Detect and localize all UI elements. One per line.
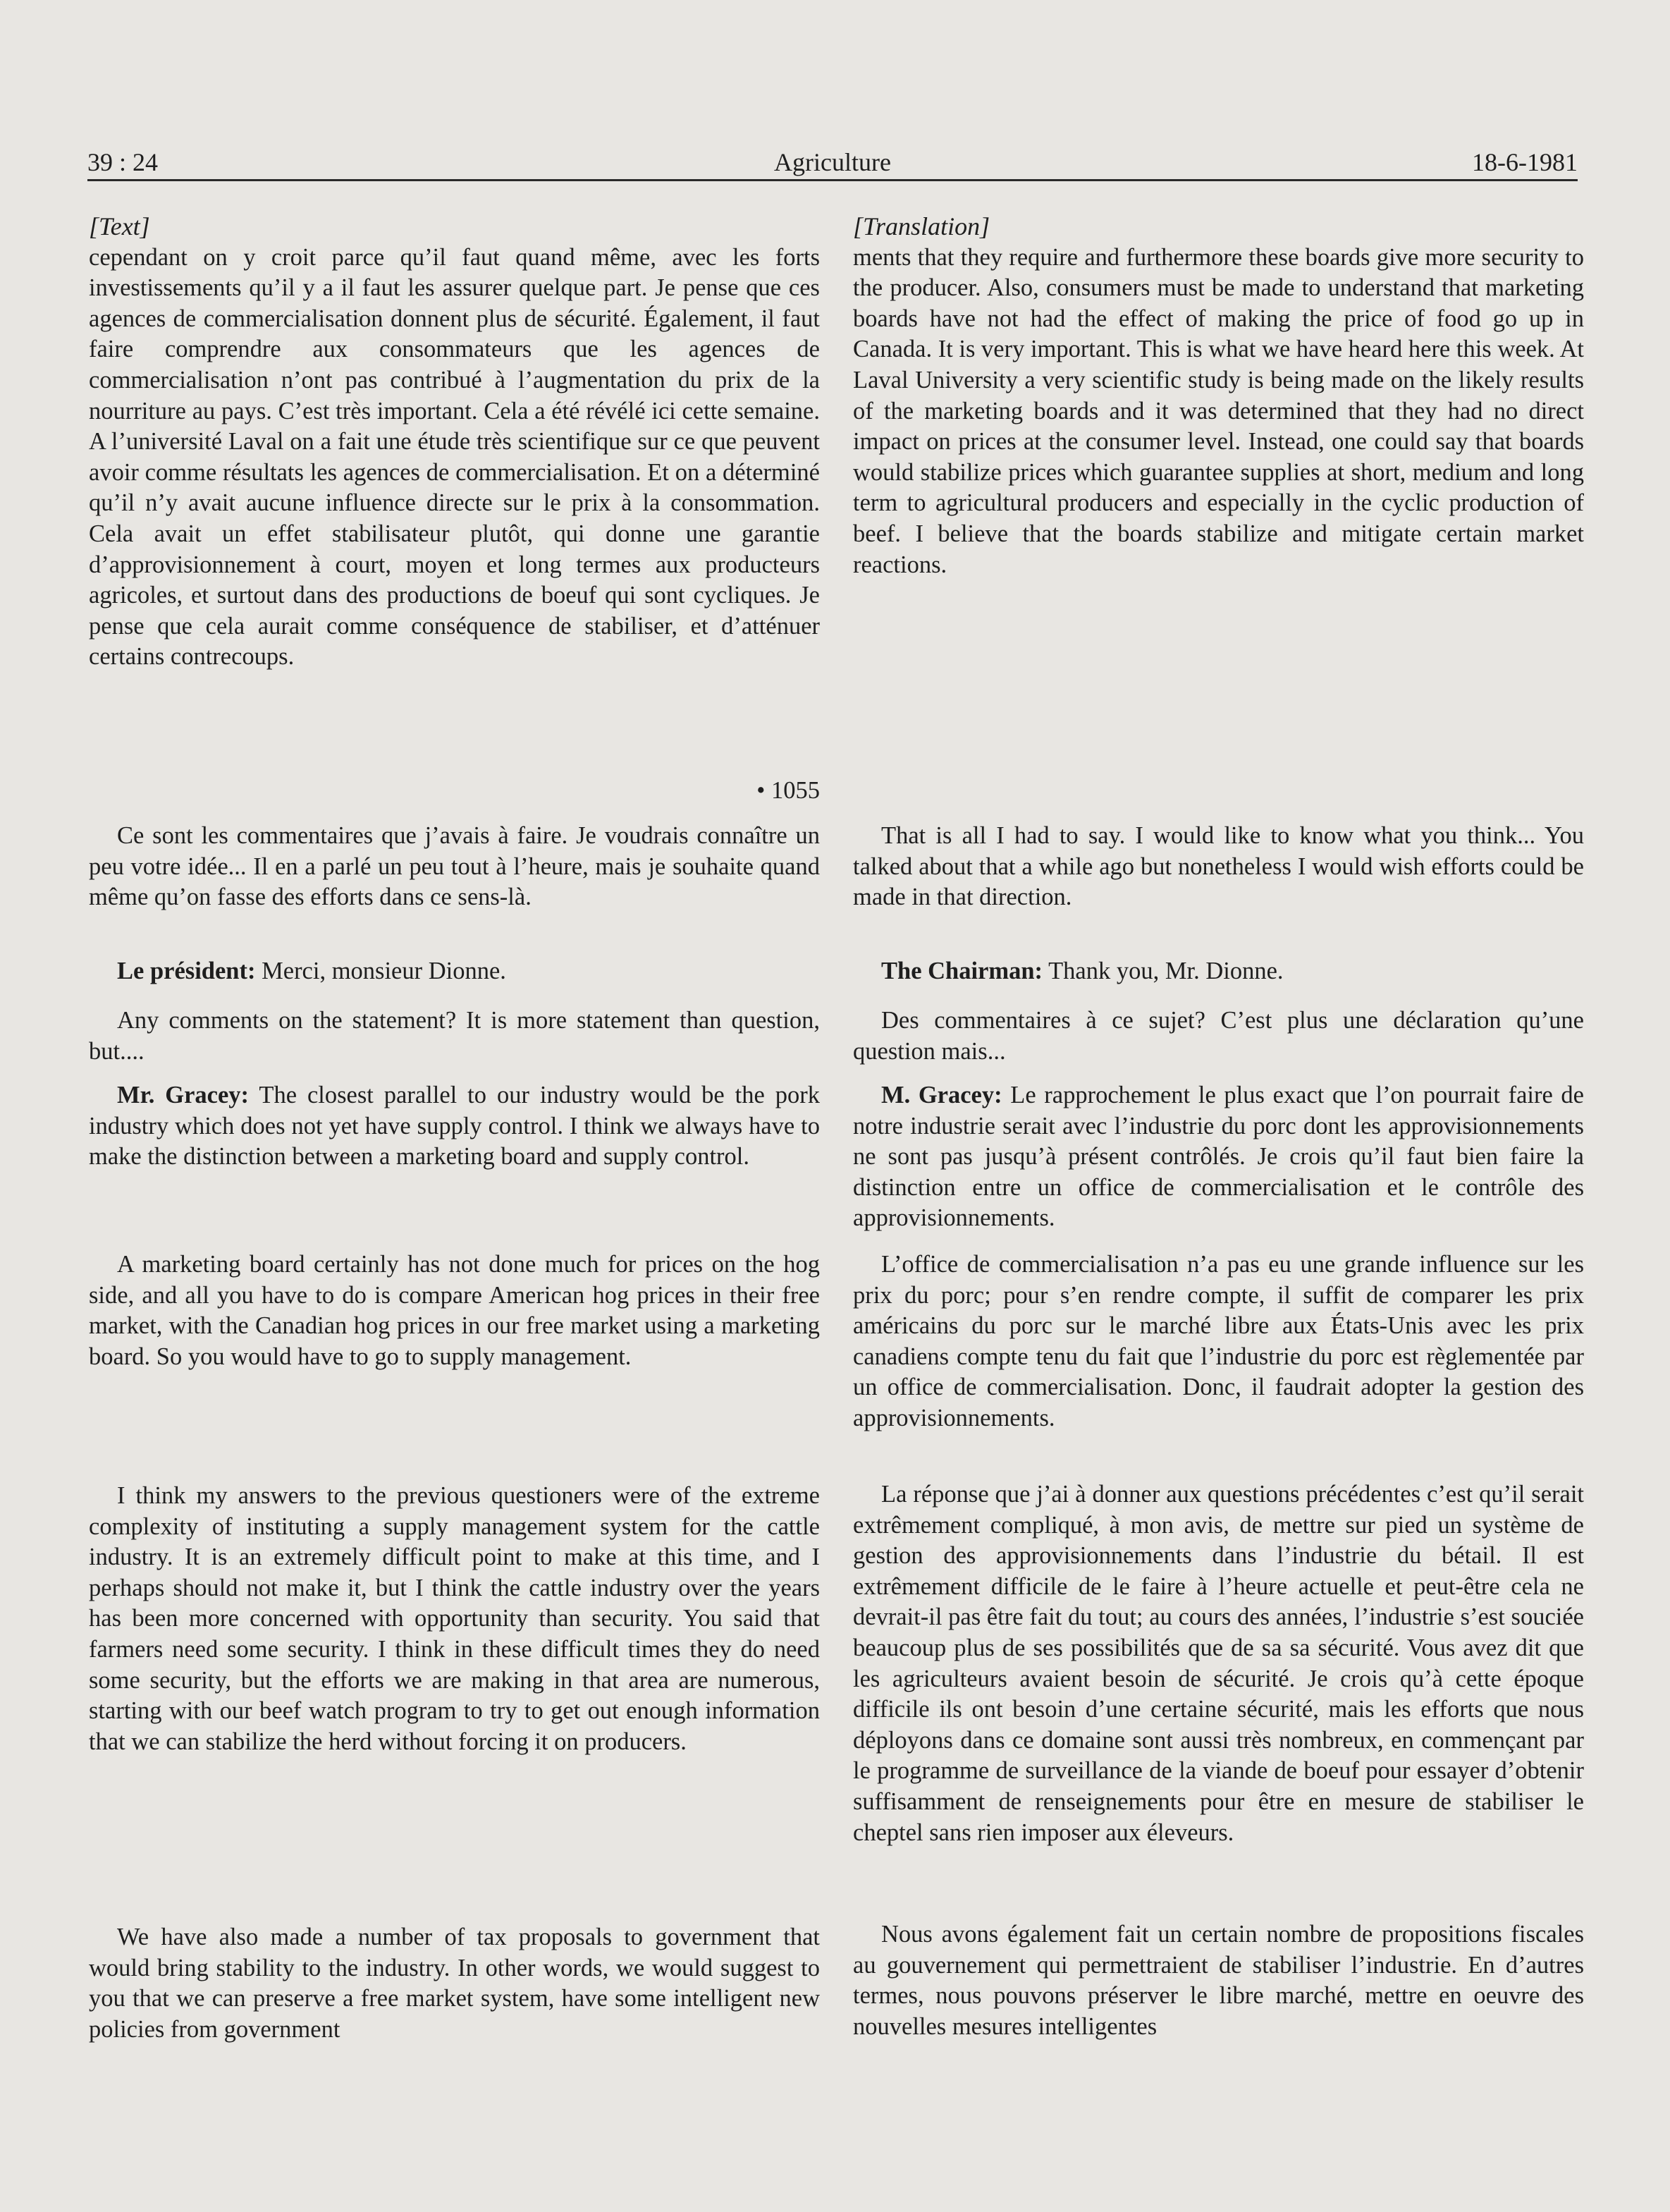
page-reference: 39 : 24 — [87, 148, 159, 176]
left-paragraph-7: I think my answers to the previous questioners were of the extreme complexity of instituting a supply management system for the cattle industry. It is an extremely difficult point to make at this time, and I perhaps should not make it, but I think the cattle industry over the years has been more concerned with opportunity than security. You said that farmers need some security. I think in these difficult times they do need some security, but the efforts we are making in that area are numerous, starting with our beef watch program to try to get out enough information that we can stabilize the herd without forcing it on producers. — [89, 1482, 820, 1755]
left-paragraph-5 — [89, 1080, 820, 1173]
right-paragraph-2-block — [853, 821, 1584, 913]
right-paragraph-3-block — [853, 956, 1584, 987]
right-paragraph-7-block — [853, 1479, 1584, 1848]
right-paragraph-1: ments that they require and furthermore these boards give more security to the producer. Also, consumers must be made to understand that marketing boards have not had the effect of making the price of food go up in Canada. It is very important. This is what we have heard here this week. At Laval University a very scientific study is being made on the likely results of the marketing boards and it was determined that they had no direct impact on prices at the consumer level. Instead, one could say that boards would stabilize prices which guarantee supplies at short, medium and long term to agricultural producers and especially in the cyclic production of beef. I believe that the boards stabilize and mitigate certain market reactions. — [853, 243, 1584, 578]
left-paragraph-4: Any comments on the statement? It is more statement than question, but.... — [89, 1007, 820, 1065]
time-marker: • 1055 — [756, 777, 820, 804]
left-paragraph-7-block — [89, 1481, 820, 1757]
left-paragraph-8-block — [89, 1922, 820, 2045]
right-column-block-1 — [853, 212, 1584, 580]
text-tag: [Text] — [89, 212, 150, 240]
speech-text: Le rapprochement le plus exact que l’on pourrait faire de notre industrie serait avec l’industrie du porc dont les approvisionnements ne sont pas jusqu’à présent contrôlés. Je crois qu’il faut bien faire la distinction entre un office de commercialisation et le contrôle des approvisionnements. — [853, 1082, 1584, 1232]
right-paragraph-8: Nous avons également fait un certain nombre de propositions fiscales au gouvernement qui permettraient de stabiliser l’industrie. En d’autres termes, nous pouvons préserver le libre marché, mettre en oeuvre des nouvelles mesures intelligentes — [853, 1921, 1584, 2040]
right-paragraph-2: That is all I had to say. I would like to know what you think... You talked about that a while ago but nonetheless I would wish efforts could be made in that direction. — [853, 822, 1584, 911]
right-paragraph-5 — [853, 1080, 1584, 1234]
speech-text: The closest parallel to our industry would be the pork industry which does not yet have supply control. I think we always have to make the distinction between a marketing board and supply control. — [89, 1082, 820, 1171]
right-paragraph-4: Des commentaires à ce sujet? C’est plus une déclaration qu’une question mais... — [853, 1007, 1584, 1065]
left-paragraph-5-block — [89, 1080, 820, 1173]
speaker-name: M. Gracey: — [881, 1082, 1002, 1108]
page-header — [87, 145, 1578, 181]
translation-tag: [Translation] — [853, 212, 990, 240]
left-paragraph-3-block — [89, 956, 820, 987]
right-paragraph-3 — [853, 956, 1584, 987]
left-paragraph-2-block — [89, 821, 820, 913]
right-paragraph-6: L’office de commercialisation n’a pas eu une grande influence sur les prix du porc; pour s’en rendre compte, il suffit de comparer les prix américains du porc sur le marché libre aux États-Unis avec les prix canadiens compte tenu du fait que l’industrie du porc est règlementée par un office de commercialisation. Donc, il faudrait adopter la gestion des approvisionnements. — [853, 1251, 1584, 1431]
speaker-name: Le président: — [117, 958, 256, 984]
time-marker-block — [89, 776, 820, 807]
right-paragraph-4-block — [853, 1006, 1584, 1067]
speaker-name: The Chairman: — [881, 958, 1043, 984]
speech-text: Thank you, Mr. Dionne. — [1043, 958, 1284, 984]
header-date: 18-6-1981 — [1472, 148, 1578, 176]
left-paragraph-2: Ce sont les commentaires que j’avais à faire. Je voudrais connaître un peu votre idée... Il en a parlé un peu tout à l’heure, mais je souhaite quand même qu’on fasse des efforts dans ce sens-là. — [89, 822, 820, 911]
right-paragraph-7: La réponse que j’ai à donner aux questions précédentes c’est qu’il serait extrêmement compliqué, à mon avis, de mettre sur pied un système de gestion des approvisionnements dans l’industrie du bétail. Il est extrêmement difficile de le faire à l’heure actuelle et peut-être cela ne devrait-il pas être fait du tout; au cours des années, l’industrie s’est souciée beaucoup plus de ses possibilités que de sa sa sécurité. Vous avez dit que les agriculteurs avaient besoin de sécurité. Je crois qu’à cette époque difficile ils ont besoin d’une certaine sécurité, mais les efforts que nous déployons dans ce domaine sont aussi très nombreux, en commençant par le programme de surveillance de la viande de boeuf pour essayer d’obtenir suffisamment de renseignements pour être en mesure de stabiliser le cheptel sans rien imposer aux éleveurs. — [853, 1481, 1584, 1846]
right-paragraph-8-block — [853, 1919, 1584, 2042]
left-paragraph-3 — [89, 956, 820, 987]
left-paragraph-6: A marketing board certainly has not done much for prices on the hog side, and all you have to do is compare American hog prices in their free market, with the Canadian hog prices in our free market using a marketing board. So you would have to go to supply management. — [89, 1251, 820, 1370]
right-paragraph-5-block — [853, 1080, 1584, 1234]
speech-text: Merci, monsieur Dionne. — [255, 958, 506, 984]
left-paragraph-6-block — [89, 1249, 820, 1372]
running-title: Agriculture — [774, 148, 891, 176]
left-paragraph-8: We have also made a number of tax proposals to government that would bring stability to the industry. In other words, we would suggest to you that we can preserve a free market system, have some intelligent new policies from government — [89, 1924, 820, 2043]
right-paragraph-6-block — [853, 1249, 1584, 1434]
left-column-block-1 — [89, 212, 820, 673]
left-paragraph-4-block — [89, 1006, 820, 1067]
speaker-name: Mr. Gracey: — [117, 1082, 250, 1108]
left-paragraph-1: cependant on y croit parce qu’il faut quand même, avec les forts investissements qu’il y a il faut les assurer quelque part. Je pense que ces agences de commercialisation donnent plus de sécurité. Également, il faut faire comprendre aux consommateurs que les agences de commercialisation n’ont pas contribué à l’augmentation du prix de la nourriture au pays. C’est très important. Cela a été révélé ici cette semaine. A l’université Laval on a fait une étude très scientifique sur ce que peuvent avoir comme résultats les agences de commercialisation. Et on a déterminé qu’il n’y avait aucune influence directe sur le prix à la consommation. Cela avait un effet stabilisateur plutôt, qui donne une garantie d’approvisionnement à court, moyen et long termes aux producteurs agricoles, et surtout dans des productions de boeuf qui sont cycliques. Je pense que cela aurait comme conséquence de stabiliser, et d’atténuer certains contrecoups. — [89, 243, 820, 671]
